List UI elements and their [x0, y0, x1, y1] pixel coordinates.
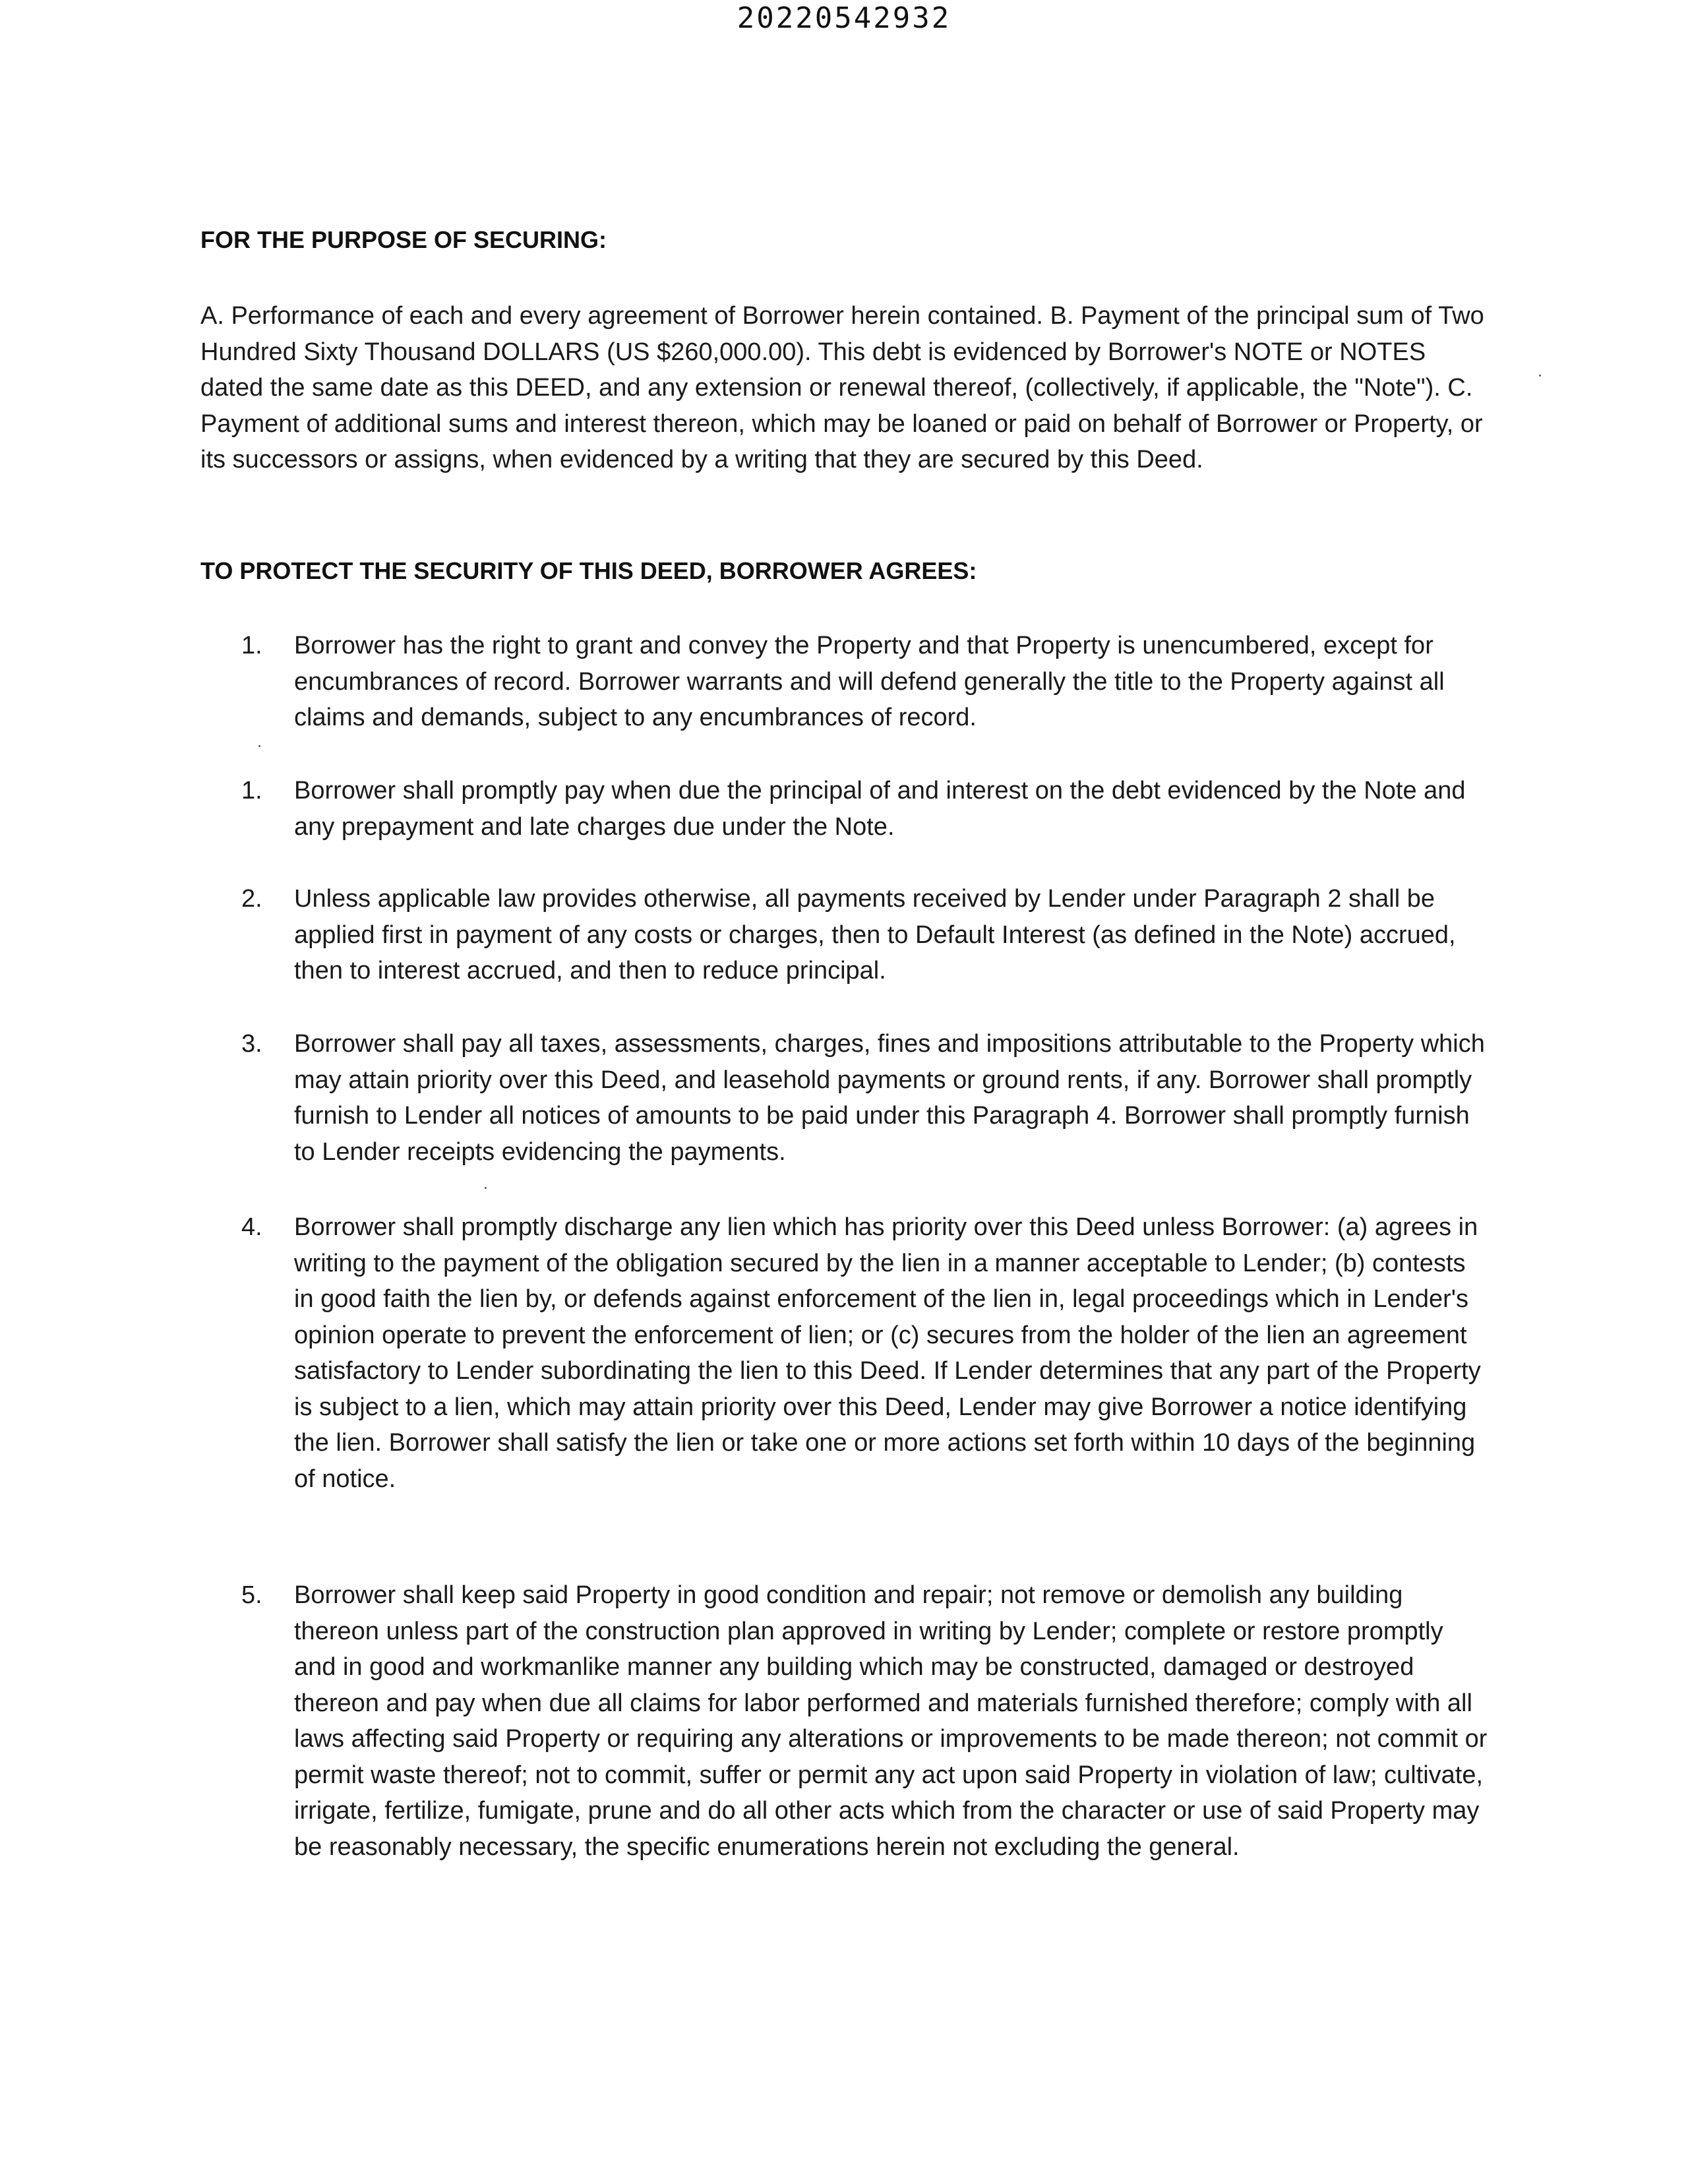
scan-speck [1539, 375, 1541, 377]
covenant-number: 1. [241, 632, 262, 659]
covenant-text: Borrower shall promptly pay when due the principal of and interest on the debt evidenced by the Note and any prepayment and late charges due under the Note. [294, 777, 1466, 841]
covenant-text: Unless applicable law provides otherwise, all payments received by Lender under Paragraph 2 shall be applied first in payment of any costs or charges, then to Default Interest (as defined in the Note) accrued, then to interest accrued, and then to reduce principal. [294, 885, 1456, 985]
covenant-number: 2. [241, 885, 262, 913]
covenant-number: 4. [241, 1213, 262, 1241]
covenant-number: 5. [241, 1581, 262, 1609]
covenant-text: Borrower has the right to grant and convey the Property and that Property is unencumbered, except for encumbrances of record. Borrower warrants and will defend generally the title to the Property against all claims and demands, subject to any encumbrances of record. [294, 632, 1445, 731]
covenant-text: Borrower shall promptly discharge any lien which has priority over this Deed unless Borrower: (a) agrees in writing to the payment of the obligation secured by the lien in a manner acceptable to Lender; (b) contests in good faith the lien by, or defends against enforcement of the lien in, legal proceedings which in Lender's opinion operate to prevent the enforcement of lien; or (c) secures from the holder of the lien an agreement satisfactory to Lender subordinating the lien to this Deed. If Lender determines that any part of the Property is subject to a lien, which may attain priority over this Deed, Lender may give Borrower a notice identifying the lien. Borrower shall satisfy the lien or take one or more actions set forth within 10 days of the beginning of notice. [294, 1213, 1481, 1493]
covenant-text: Borrower shall keep said Property in good condition and repair; not remove or demolish any building thereon unless part of the construction plan approved in writing by Lender; complete or restore promptly and in good and workmanlike manner any building which may be constructed, damaged or destroyed thereon and pay when due all claims for labor performed and materials furnished therefore; comply with all laws affecting said Property or requiring any alterations or improvements to be made thereon; not commit or permit waste thereof; not to commit, suffer or permit any act upon said Property in violation of law; cultivate, irrigate, fertilize, fumigate, prune and do all other acts which from the character or use of said Property may be reasonably necessary, the specific enumerations herein not excluding the general. [294, 1581, 1488, 1861]
scan-speck [258, 745, 260, 747]
purpose-paragraph: A. Performance of each and every agreement of Borrower herein contained. B. Payment of the principal sum of Two Hundred Sixty Thousand DOLLARS (US $260,000.00). This debt is evidenced by Borrower's NOTE or NOTES dated the same date as this DEED, and any extension or renewal thereof, (collectively, if applicable, the "Note"). C. Payment of additional sums and interest thereon, which may be loaned or paid on behalf of Borrower or Property, or its successors or assigns, when evidenced by a writing that they are secured by this Deed. [200, 302, 1484, 473]
scan-speck [485, 1187, 487, 1189]
purpose-heading: FOR THE PURPOSE OF SECURING: [200, 226, 607, 253]
covenant-number: 3. [241, 1030, 262, 1058]
covenant-text: Borrower shall pay all taxes, assessments, charges, fines and impositions attributable to the Property which may attain priority over this Deed, and leasehold payments or ground rents, if any. Borrower shall promptly furnish to Lender all notices of amounts to be paid under this Paragraph 4. Borrower shall promptly furnish to Lender receipts evidencing the payments. [294, 1030, 1485, 1166]
covenant-number: 1. [241, 777, 262, 804]
recording-number: 20220542932 [737, 1, 951, 35]
protect-heading: TO PROTECT THE SECURITY OF THIS DEED, BORROWER AGREES: [200, 557, 977, 584]
